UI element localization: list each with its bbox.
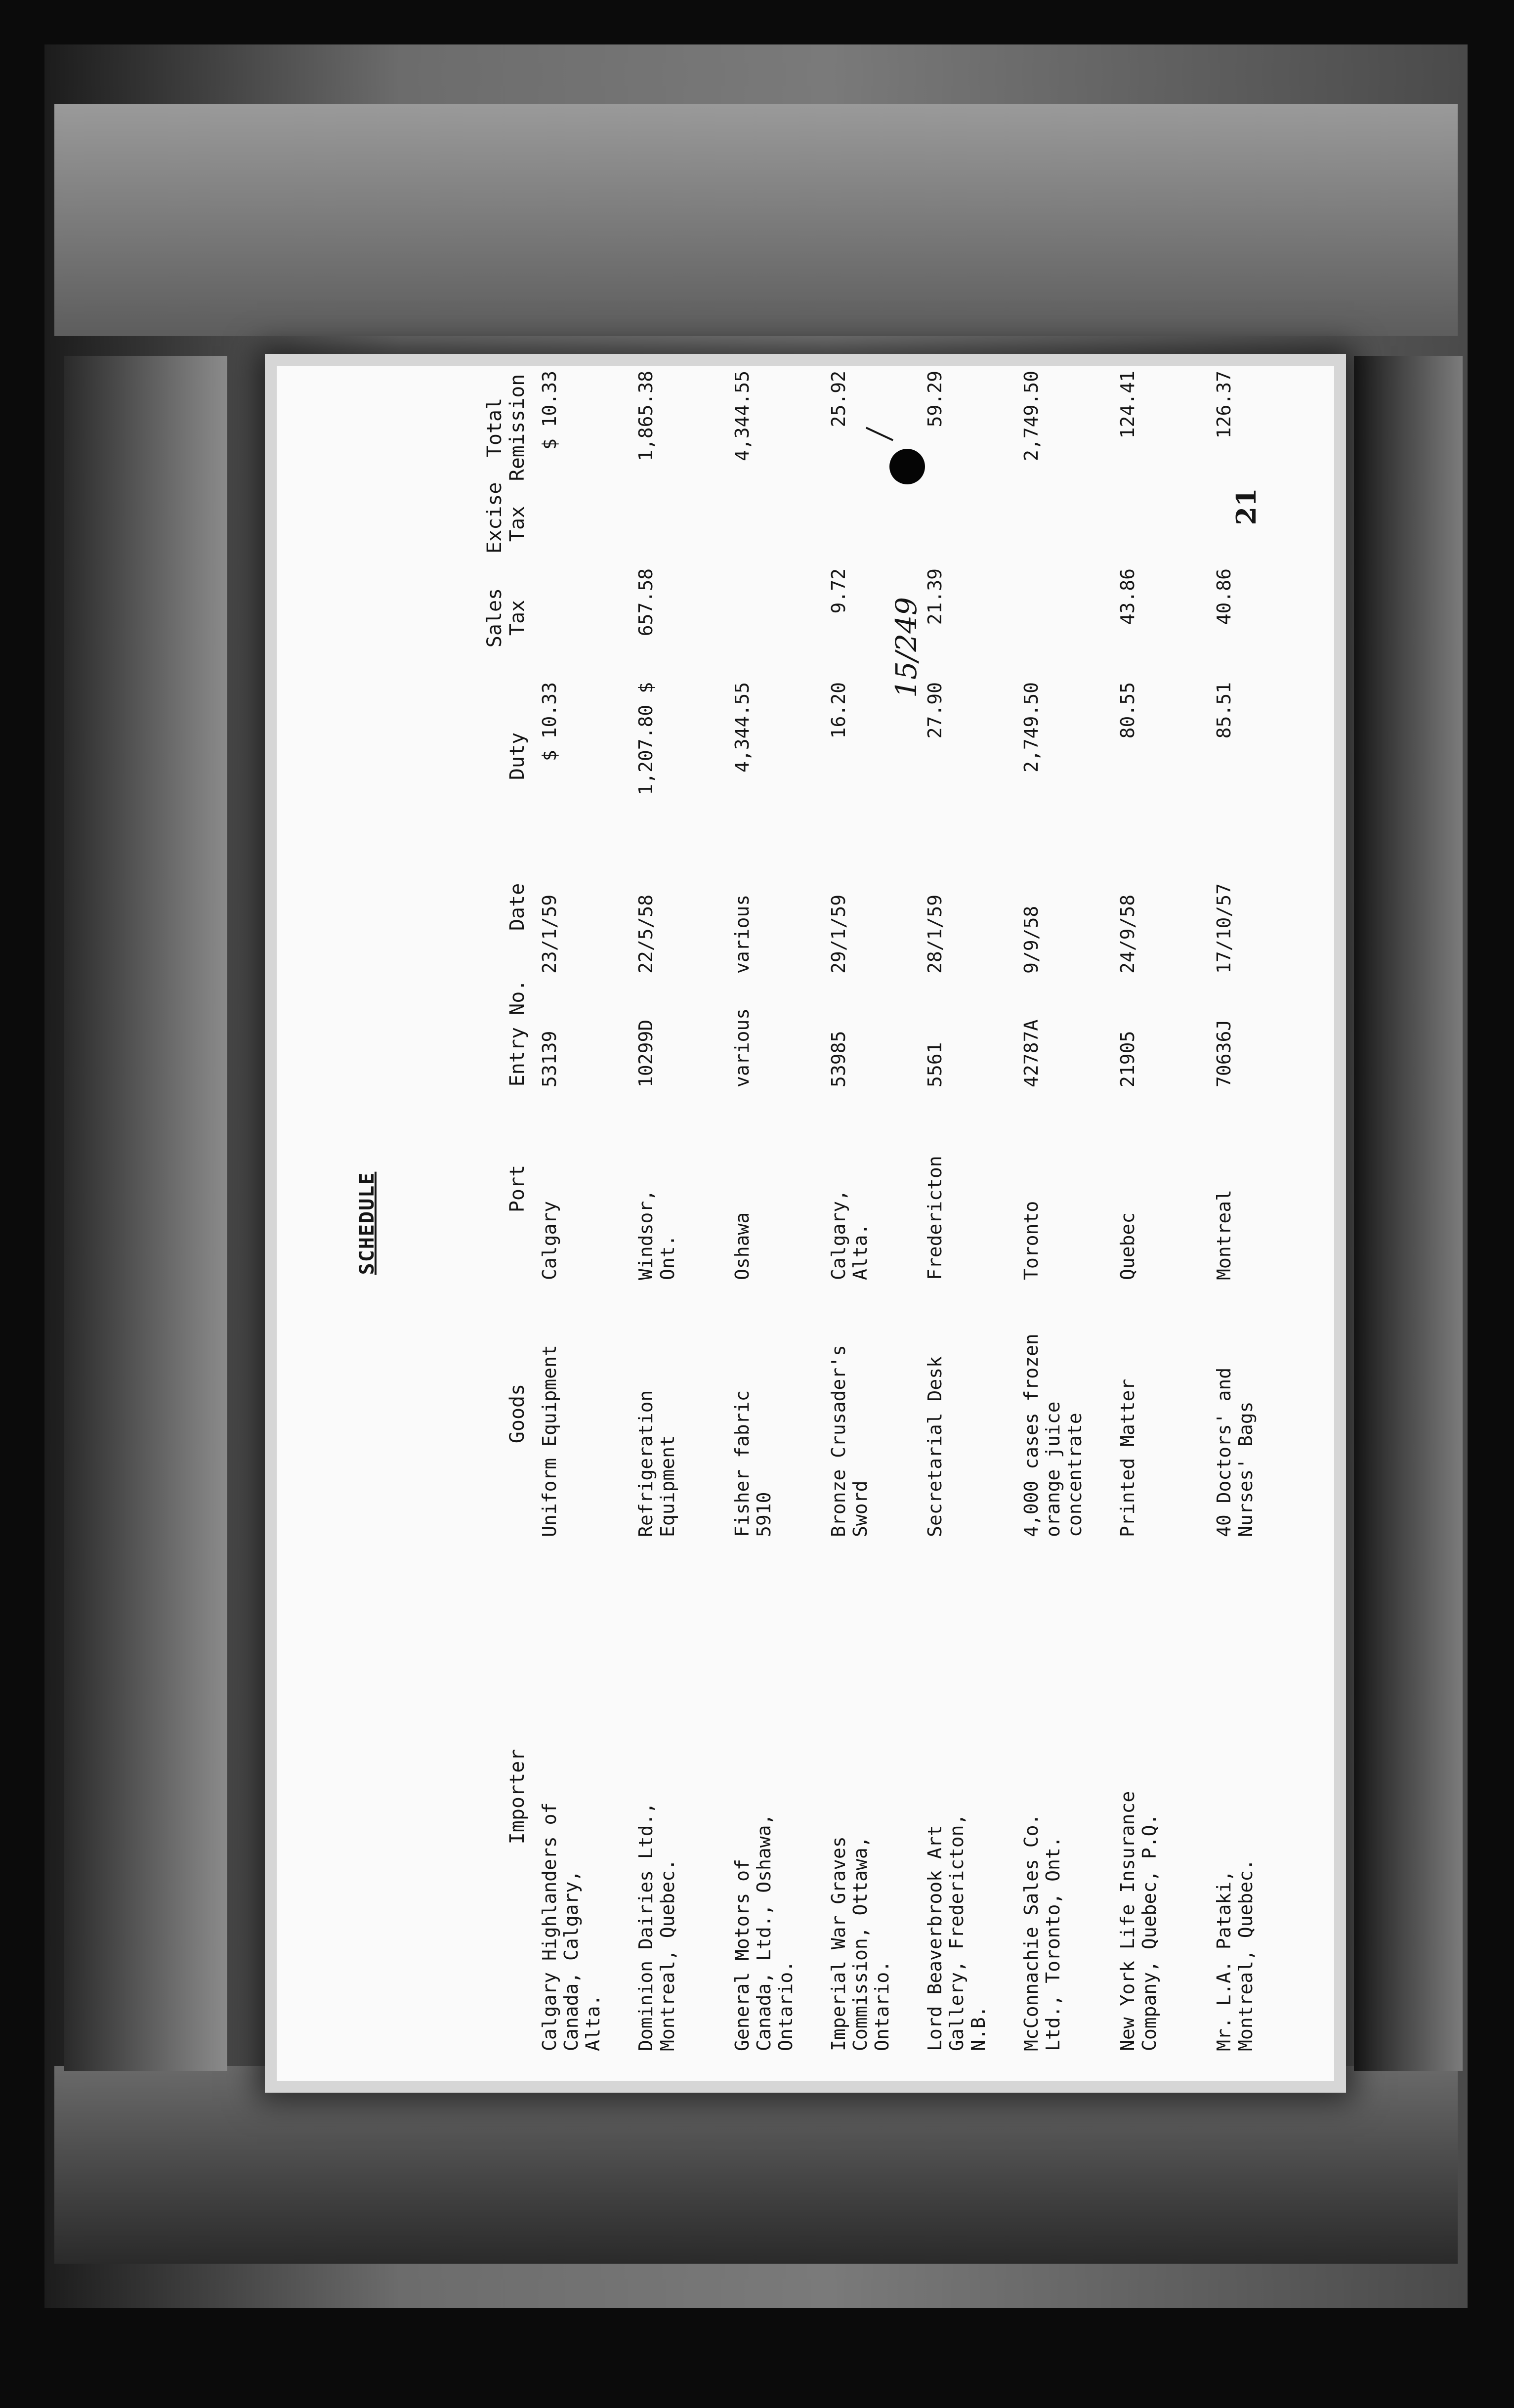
cell-total-remission: 4,344.55 [731, 371, 753, 462]
cell-importer: New York Life Insurance Company, Quebec, P.Q. [1117, 1791, 1160, 2051]
header-goods: Goods [506, 1383, 529, 1444]
cell-duty: 16.20 [828, 682, 849, 739]
cell-total-remission: $ 10.33 [539, 371, 560, 450]
header-entry-no: Entry No. [506, 979, 529, 1087]
film-band-top [54, 104, 1458, 336]
header-total-remission: Total Remission [483, 374, 529, 481]
cell-date: 17/10/57 [1213, 883, 1235, 974]
cell-goods: Bronze Crusader's Sword [828, 1345, 871, 1537]
page-number: 21 [1230, 488, 1262, 525]
cell-total-remission: 2,749.50 [1020, 371, 1042, 462]
table-row [731, 366, 820, 2081]
table-row [924, 366, 1013, 2081]
cell-port: Calgary [539, 1201, 560, 1280]
cell-importer: Dominion Dairies Ltd., Montreal, Quebec. [635, 1802, 678, 2051]
cell-total-remission: 59.29 [924, 371, 946, 428]
cell-port: Calgary, Alta. [828, 1189, 871, 1280]
cell-duty: 2,749.50 [1020, 682, 1042, 773]
cell-sales-tax: 21.39 [924, 568, 946, 625]
cell-date: 9/9/58 [1020, 905, 1042, 974]
cell-entry-no: 42787A [1020, 1019, 1042, 1087]
cell-importer: Imperial War Graves Commission, Ottawa, Ontario. [828, 1836, 893, 2051]
table-row [539, 366, 628, 2081]
cell-total-remission: 1,865.38 [635, 371, 657, 462]
document-page [277, 366, 1334, 2081]
table-row [828, 366, 917, 2081]
cell-importer: Lord Beaverbrook Art Gallery, Fredericton, N.B. [924, 1813, 989, 2051]
film-edge-right [1354, 356, 1463, 2071]
table-row [635, 366, 724, 2081]
cell-port: Toronto [1020, 1201, 1042, 1280]
cell-port: Oshawa [731, 1212, 753, 1280]
cell-duty: 1,207.80 $ [635, 682, 657, 795]
cell-total-remission: 124.41 [1117, 371, 1138, 439]
header-excise-tax: Excise Tax [483, 482, 529, 554]
table-row [1020, 366, 1109, 2081]
cell-duty: 85.51 [1213, 682, 1235, 739]
cell-importer: Mr. L.A. Pataki, Montreal, Quebec. [1213, 1859, 1257, 2051]
cell-date: 22/5/58 [635, 894, 657, 974]
cell-total-remission: 25.92 [828, 371, 849, 428]
header-date: Date [506, 883, 529, 931]
cell-sales-tax: 43.86 [1117, 568, 1138, 625]
table-row [1117, 366, 1206, 2081]
table-header [450, 366, 529, 2081]
cell-date: 29/1/59 [828, 894, 849, 974]
cell-total-remission: 126.37 [1213, 371, 1235, 439]
header-port: Port [506, 1164, 529, 1213]
cell-goods: Refrigeration Equipment [635, 1390, 678, 1537]
cell-entry-no: 53985 [828, 1031, 849, 1087]
cell-date: 23/1/59 [539, 894, 560, 974]
cell-goods: Secretarial Desk [924, 1356, 946, 1537]
schedule-table [539, 366, 1309, 2081]
cell-goods: Printed Matter [1117, 1378, 1138, 1537]
header-sales-tax: Sales Tax [483, 588, 529, 648]
schedule-title: SCHEDULE [356, 1171, 378, 1275]
cell-goods: 4,000 cases frozen orange juice concentrate [1020, 1333, 1086, 1537]
cell-sales-tax: 40.86 [1213, 568, 1235, 625]
cell-duty: 4,344.55 [731, 682, 753, 773]
header-importer: Importer [506, 1749, 529, 1845]
cell-port: Windsor, Ont. [635, 1189, 678, 1280]
cell-sales-tax: 657.58 [635, 568, 657, 637]
cell-date: various [731, 894, 753, 974]
cell-entry-no: various [731, 1008, 753, 1087]
cell-port: Montreal [1213, 1189, 1235, 1280]
cell-entry-no: 70636J [1213, 1019, 1235, 1087]
cell-importer: McConnachie Sales Co. Ltd., Toronto, Ont. [1020, 1813, 1064, 2051]
cell-port: Fredericton [924, 1156, 946, 1280]
cell-entry-no: 10299D [635, 1019, 657, 1087]
film-band-bottom [54, 2066, 1458, 2264]
cell-goods: Fisher fabric 5910 [731, 1390, 775, 1537]
cell-port: Quebec [1117, 1212, 1138, 1280]
cell-date: 24/9/58 [1117, 894, 1138, 974]
cell-entry-no: 53139 [539, 1031, 560, 1087]
cell-goods: 40 Doctors' and Nurses' Bags [1213, 1367, 1257, 1537]
table-row [1213, 366, 1302, 2081]
page-content [277, 366, 1334, 2081]
header-duty: Duty [506, 732, 529, 780]
film-edge-left [64, 356, 227, 2071]
cell-entry-no: 5561 [924, 1042, 946, 1087]
cell-duty: 80.55 [1117, 682, 1138, 739]
cell-duty: 27.90 [924, 682, 946, 739]
handwritten-reference: 15/249 [889, 597, 923, 698]
cell-importer: Calgary Highlanders of Canada, Calgary, Alta. [539, 1802, 604, 2051]
cell-entry-no: 21905 [1117, 1031, 1138, 1087]
cell-duty: $ 10.33 [539, 682, 560, 762]
cell-date: 28/1/59 [924, 894, 946, 974]
cell-goods: Uniform Equipment [539, 1345, 560, 1537]
cell-sales-tax: 9.72 [828, 568, 849, 614]
cell-importer: General Motors of Canada, Ltd., Oshawa, Ontario. [731, 1813, 797, 2051]
